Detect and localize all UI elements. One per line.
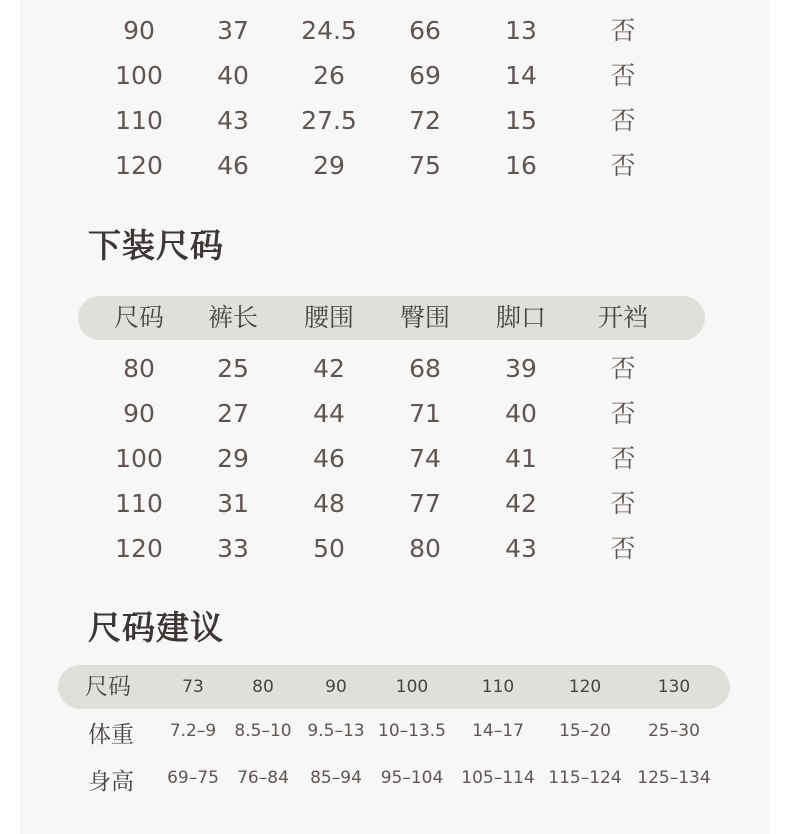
- top-table-row: [20, 11, 770, 51]
- bottoms-header-bar: [78, 296, 705, 340]
- top-table-cell: 66: [409, 16, 441, 45]
- suggest-height-cell: 76–84: [237, 768, 289, 788]
- top-table-cell: 26: [313, 61, 345, 90]
- bottoms-table-cell: 110: [115, 489, 163, 518]
- bottoms-table-cell: 25: [217, 354, 249, 383]
- top-table-cell: 43: [217, 106, 249, 135]
- top-table-row: [20, 56, 770, 96]
- suggest-weight-cell: 7.2–9: [169, 721, 217, 741]
- top-table-cell: 100: [115, 61, 163, 90]
- bottoms-table-cell: 否: [610, 399, 636, 428]
- bottoms-table-cell: 48: [313, 489, 345, 518]
- suggest-header-label: 尺码: [85, 674, 131, 700]
- suggest-size-cell: 73: [182, 677, 204, 697]
- top-table-cell: 否: [610, 151, 636, 180]
- suggest-size-cell: 120: [568, 677, 602, 697]
- top-table-cell: 120: [115, 151, 163, 180]
- top-table-cell: 72: [409, 106, 441, 135]
- bottoms-header-cell: 尺码: [113, 303, 165, 332]
- bottoms-table-cell: 41: [505, 444, 537, 473]
- suggest-size-cell: 130: [657, 677, 691, 697]
- top-table-cell: 40: [217, 61, 249, 90]
- bottoms-table-cell: 68: [409, 354, 441, 383]
- suggest-weight-cell: 15–20: [559, 721, 611, 741]
- bottoms-header-cell: 裤长: [207, 303, 259, 332]
- suggest-weight-cell: 10–13.5: [378, 721, 446, 741]
- suggest-height-cell: 85–94: [310, 768, 362, 788]
- bottoms-table-cell: 77: [409, 489, 441, 518]
- bottoms-table-row: [20, 349, 770, 389]
- suggest-size-cell: 80: [252, 677, 274, 697]
- suggest-size-cell: 90: [325, 677, 347, 697]
- top-table-cell: 75: [409, 151, 441, 180]
- suggest-weight-label: 体重: [88, 722, 134, 748]
- top-table-cell: 15: [505, 106, 537, 135]
- top-table-cell: 90: [123, 16, 155, 45]
- suggest-weight-cell: 25–30: [648, 721, 700, 741]
- bottoms-table-cell: 42: [313, 354, 345, 383]
- top-table-cell: 16: [505, 151, 537, 180]
- suggest-height-cell: 115–124: [548, 768, 622, 788]
- top-table-cell: 否: [610, 16, 636, 45]
- bottoms-table-cell: 120: [115, 534, 163, 563]
- bottoms-table-cell: 71: [409, 399, 441, 428]
- top-table-row: [20, 101, 770, 141]
- bottoms-header-cell: 脚口: [495, 303, 547, 332]
- suggest-weight-cell: 14–17: [472, 721, 524, 741]
- bottoms-table-row: [20, 529, 770, 569]
- bottoms-section-title: 下装尺码: [88, 226, 224, 265]
- bottoms-table-row: [20, 484, 770, 524]
- top-table-cell: 否: [610, 106, 636, 135]
- suggest-size-cell: 110: [481, 677, 515, 697]
- bottoms-header-cell: 腰围: [303, 303, 355, 332]
- bottoms-table-cell: 100: [115, 444, 163, 473]
- bottoms-header-cell: 臀围: [399, 303, 451, 332]
- top-table-cell: 14: [505, 61, 537, 90]
- top-table-cell: 13: [505, 16, 537, 45]
- bottoms-table-cell: 否: [610, 444, 636, 473]
- top-table-cell: 24.5: [301, 16, 357, 45]
- bottoms-table-cell: 否: [610, 354, 636, 383]
- bottoms-table-row: [20, 439, 770, 479]
- bottoms-table-cell: 27: [217, 399, 249, 428]
- suggest-section-title: 尺码建议: [88, 608, 224, 647]
- bottoms-table-row: [20, 394, 770, 434]
- suggest-weight-cell: 8.5–10: [234, 721, 292, 741]
- size-chart-panel: [20, 0, 770, 834]
- suggest-weight-cell: 9.5–13: [307, 721, 365, 741]
- suggest-height-cell: 69–75: [167, 768, 219, 788]
- suggest-height-label: 身高: [88, 769, 134, 795]
- suggest-height-cell: 125–134: [637, 768, 711, 788]
- top-table-cell: 27.5: [301, 106, 357, 135]
- top-table-row: [20, 146, 770, 186]
- top-table-cell: 否: [610, 61, 636, 90]
- top-table-cell: 69: [409, 61, 441, 90]
- bottoms-table-cell: 80: [409, 534, 441, 563]
- bottoms-table-cell: 44: [313, 399, 345, 428]
- suggest-height-cell: 95–104: [380, 768, 444, 788]
- bottoms-table-cell: 否: [610, 534, 636, 563]
- bottoms-header-cell: 开裆: [597, 303, 649, 332]
- bottoms-table-cell: 74: [409, 444, 441, 473]
- suggest-header-bar: [58, 665, 730, 709]
- bottoms-table-cell: 29: [217, 444, 249, 473]
- bottoms-table-cell: 31: [217, 489, 249, 518]
- bottoms-table-cell: 40: [505, 399, 537, 428]
- bottoms-table-cell: 80: [123, 354, 155, 383]
- bottoms-table-cell: 42: [505, 489, 537, 518]
- top-table-cell: 37: [217, 16, 249, 45]
- bottoms-table-cell: 46: [313, 444, 345, 473]
- suggest-size-cell: 100: [395, 677, 429, 697]
- top-table-cell: 29: [313, 151, 345, 180]
- suggest-height-cell: 105–114: [461, 768, 535, 788]
- bottoms-table-cell: 43: [505, 534, 537, 563]
- top-table-cell: 110: [115, 106, 163, 135]
- bottoms-table-cell: 33: [217, 534, 249, 563]
- top-table-cell: 46: [217, 151, 249, 180]
- bottoms-table-cell: 50: [313, 534, 345, 563]
- bottoms-table-cell: 39: [505, 354, 537, 383]
- bottoms-table-cell: 90: [123, 399, 155, 428]
- bottoms-table-cell: 否: [610, 489, 636, 518]
